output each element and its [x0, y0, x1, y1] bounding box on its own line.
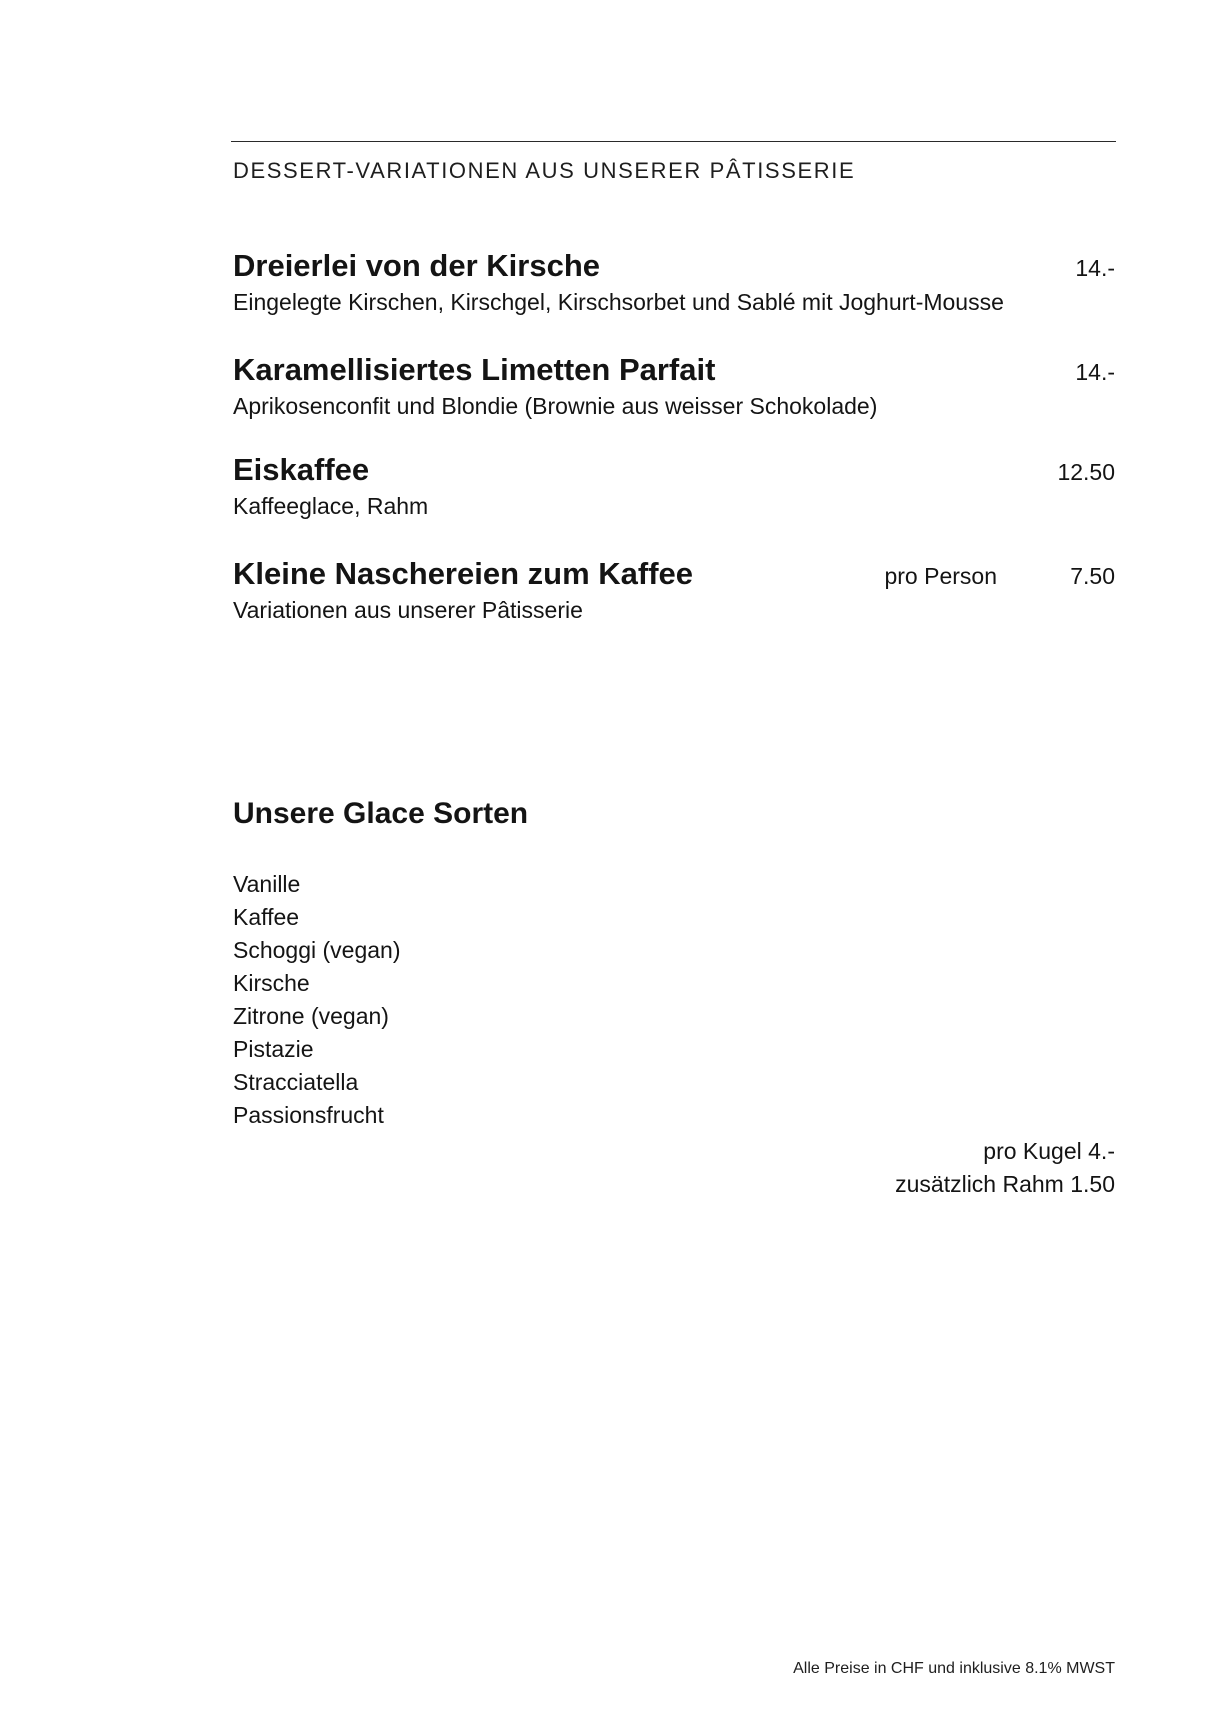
- item-description: Eingelegte Kirschen, Kirschgel, Kirschsorbet und Sablé mit Joghurt-Mousse: [233, 289, 1004, 315]
- item-name: Karamellisiertes Limetten Parfait: [233, 352, 716, 387]
- glace-prices: [895, 1135, 1115, 1201]
- header-divider: [231, 141, 1116, 142]
- item-description: Variationen aus unserer Pâtisserie: [233, 597, 583, 623]
- item-price: 14.-: [1075, 255, 1115, 281]
- list-item: Pistazie: [233, 1036, 314, 1062]
- list-item: Stracciatella: [233, 1069, 359, 1095]
- list-item: Schoggi (vegan): [233, 937, 401, 963]
- item-description: Kaffeeglace, Rahm: [233, 493, 429, 519]
- price-footnote: Alle Preise in CHF und inklusive 8.1% MWST: [793, 1660, 1115, 1677]
- item-unit: pro Person: [884, 563, 997, 589]
- menu-item-eiskaffee: [233, 451, 1115, 521]
- cream-extra-price: zusätzlich Rahm 1.50: [895, 1171, 1115, 1197]
- list-item: Zitrone (vegan): [233, 1003, 389, 1029]
- price-per-scoop: pro Kugel 4.-: [983, 1138, 1115, 1164]
- item-price: 12.50: [1057, 459, 1115, 485]
- menu-item-naschereien: [233, 555, 1115, 625]
- list-item: Kaffee: [233, 904, 300, 930]
- item-description: Aprikosenconfit und Blondie (Brownie aus weisser Schokolade): [233, 393, 878, 419]
- menu-item-dreierlei: [233, 247, 1115, 317]
- glace-section-title: Unsere Glace Sorten: [233, 797, 529, 830]
- glace-flavor-list: [233, 868, 401, 1132]
- item-name: Kleine Naschereien zum Kaffee: [233, 556, 694, 591]
- list-item: Kirsche: [233, 970, 310, 996]
- menu-item-limetten-parfait: [233, 351, 1115, 421]
- list-item: Vanille: [233, 871, 301, 897]
- item-name: Dreierlei von der Kirsche: [233, 248, 600, 283]
- section-title: DESSERT-VARIATIONEN AUS UNSERER PÂTISSERIE: [233, 158, 856, 183]
- item-name: Eiskaffee: [233, 452, 370, 487]
- item-price: 7.50: [1070, 563, 1115, 589]
- list-item: Passionsfrucht: [233, 1102, 384, 1128]
- item-price: 14.-: [1075, 359, 1115, 385]
